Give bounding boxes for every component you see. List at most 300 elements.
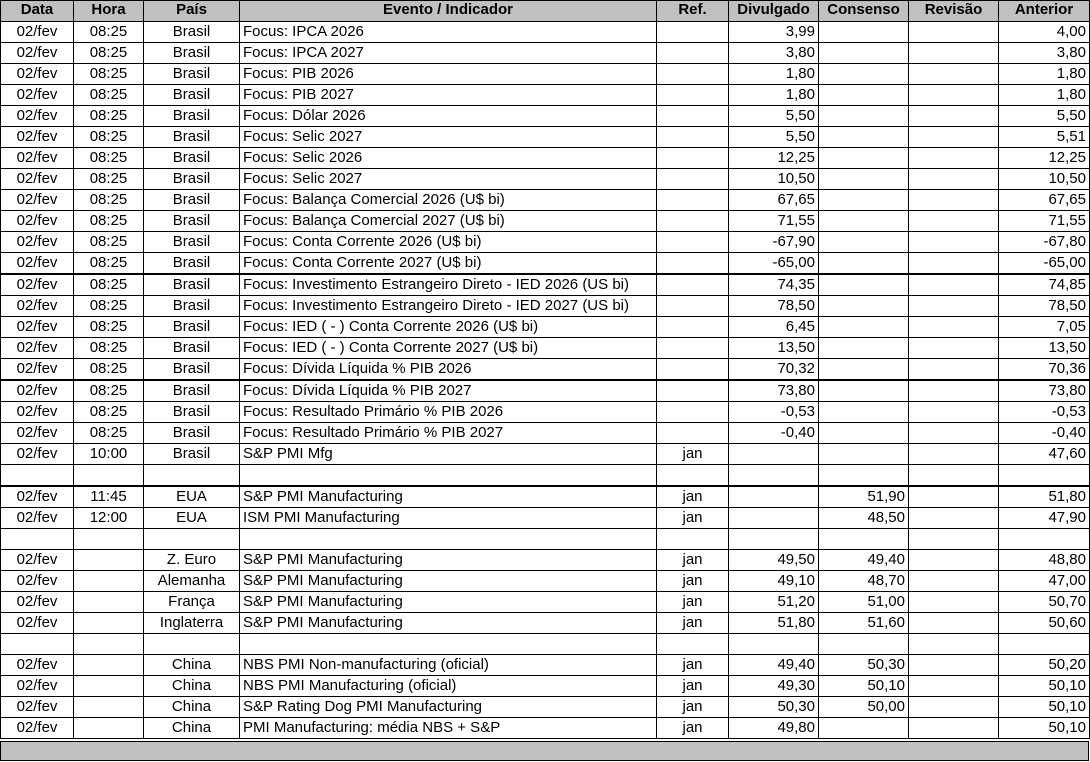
cell-divulgado[interactable]: -67,90: [729, 232, 819, 253]
cell-consenso[interactable]: [819, 211, 909, 232]
cell-evento[interactable]: S&P Rating Dog PMI Manufacturing: [240, 697, 657, 718]
cell-data[interactable]: 02/fev: [1, 211, 74, 232]
cell-hora[interactable]: [74, 613, 144, 634]
cell-evento[interactable]: Focus: Dívida Líquida % PIB 2027: [240, 380, 657, 402]
cell-anterior[interactable]: 47,90: [999, 508, 1090, 529]
cell-evento[interactable]: Focus: Investimento Estrangeiro Direto - IED 2026 (US bi): [240, 274, 657, 296]
cell-consenso[interactable]: [819, 317, 909, 338]
cell-ref[interactable]: jan: [657, 571, 729, 592]
cell-ref[interactable]: [657, 338, 729, 359]
cell-data[interactable]: 02/fev: [1, 317, 74, 338]
cell-revisao[interactable]: [909, 655, 999, 676]
cell-pais[interactable]: Brasil: [144, 106, 240, 127]
cell-evento[interactable]: Focus: IPCA 2027: [240, 43, 657, 64]
cell-hora[interactable]: 08:25: [74, 359, 144, 381]
cell-divulgado[interactable]: 73,80: [729, 380, 819, 402]
cell-consenso[interactable]: [819, 423, 909, 444]
cell-ref[interactable]: jan: [657, 592, 729, 613]
cell-revisao[interactable]: [909, 550, 999, 571]
cell-ref[interactable]: [657, 317, 729, 338]
cell-anterior[interactable]: 47,60: [999, 444, 1090, 465]
cell-hora[interactable]: 11:45: [74, 486, 144, 508]
cell-evento[interactable]: S&P PMI Manufacturing: [240, 571, 657, 592]
cell-hora[interactable]: 10:00: [74, 444, 144, 465]
cell-data[interactable]: 02/fev: [1, 508, 74, 529]
cell-consenso[interactable]: 51,00: [819, 592, 909, 613]
cell-pais[interactable]: Brasil: [144, 317, 240, 338]
cell-evento[interactable]: S&P PMI Manufacturing: [240, 486, 657, 508]
cell-anterior[interactable]: 50,10: [999, 676, 1090, 697]
cell-evento[interactable]: Focus: Conta Corrente 2026 (U$ bi): [240, 232, 657, 253]
cell-pais[interactable]: Brasil: [144, 338, 240, 359]
cell-evento[interactable]: Focus: Investimento Estrangeiro Direto - IED 2027 (US bi): [240, 296, 657, 317]
cell-consenso[interactable]: [819, 148, 909, 169]
cell-data[interactable]: [1, 529, 74, 550]
cell-anterior[interactable]: 5,51: [999, 127, 1090, 148]
cell-hora[interactable]: 08:25: [74, 423, 144, 444]
cell-ref[interactable]: [657, 232, 729, 253]
cell-revisao[interactable]: [909, 106, 999, 127]
cell-hora[interactable]: 08:25: [74, 253, 144, 275]
cell-divulgado[interactable]: [729, 444, 819, 465]
cell-hora[interactable]: 08:25: [74, 274, 144, 296]
cell-ref[interactable]: [657, 190, 729, 211]
cell-divulgado[interactable]: 70,32: [729, 359, 819, 381]
cell-evento[interactable]: Focus: IED ( - ) Conta Corrente 2027 (U$ bi): [240, 338, 657, 359]
cell-revisao[interactable]: [909, 571, 999, 592]
cell-pais[interactable]: China: [144, 697, 240, 718]
cell-pais[interactable]: Brasil: [144, 211, 240, 232]
cell-revisao[interactable]: [909, 253, 999, 275]
cell-data[interactable]: 02/fev: [1, 274, 74, 296]
cell-divulgado[interactable]: [729, 465, 819, 487]
cell-pais[interactable]: Brasil: [144, 274, 240, 296]
cell-revisao[interactable]: [909, 465, 999, 487]
cell-divulgado[interactable]: -0,53: [729, 402, 819, 423]
cell-pais[interactable]: Brasil: [144, 43, 240, 64]
cell-ref[interactable]: [657, 85, 729, 106]
cell-divulgado[interactable]: -0,40: [729, 423, 819, 444]
cell-evento[interactable]: Focus: Balança Comercial 2027 (U$ bi): [240, 211, 657, 232]
cell-revisao[interactable]: [909, 43, 999, 64]
cell-revisao[interactable]: [909, 613, 999, 634]
cell-pais[interactable]: França: [144, 592, 240, 613]
cell-anterior[interactable]: 50,10: [999, 697, 1090, 718]
cell-hora[interactable]: 08:25: [74, 402, 144, 423]
cell-revisao[interactable]: [909, 211, 999, 232]
cell-data[interactable]: 02/fev: [1, 380, 74, 402]
cell-pais[interactable]: [144, 465, 240, 487]
cell-ref[interactable]: [657, 127, 729, 148]
cell-divulgado[interactable]: 49,80: [729, 718, 819, 739]
cell-anterior[interactable]: 67,65: [999, 190, 1090, 211]
cell-revisao[interactable]: [909, 317, 999, 338]
cell-divulgado[interactable]: [729, 529, 819, 550]
cell-pais[interactable]: Brasil: [144, 444, 240, 465]
cell-hora[interactable]: 08:25: [74, 169, 144, 190]
cell-data[interactable]: 02/fev: [1, 253, 74, 275]
cell-hora[interactable]: [74, 634, 144, 655]
cell-divulgado[interactable]: 74,35: [729, 274, 819, 296]
cell-evento[interactable]: Focus: Dólar 2026: [240, 106, 657, 127]
cell-evento[interactable]: Focus: IPCA 2026: [240, 22, 657, 43]
cell-consenso[interactable]: [819, 338, 909, 359]
cell-hora[interactable]: 08:25: [74, 85, 144, 106]
cell-pais[interactable]: China: [144, 718, 240, 739]
cell-divulgado[interactable]: 50,30: [729, 697, 819, 718]
cell-data[interactable]: 02/fev: [1, 676, 74, 697]
cell-divulgado[interactable]: 13,50: [729, 338, 819, 359]
cell-anterior[interactable]: 50,60: [999, 613, 1090, 634]
cell-data[interactable]: 02/fev: [1, 359, 74, 381]
cell-hora[interactable]: 08:25: [74, 380, 144, 402]
cell-ref[interactable]: jan: [657, 697, 729, 718]
cell-consenso[interactable]: [819, 106, 909, 127]
cell-revisao[interactable]: [909, 697, 999, 718]
cell-data[interactable]: [1, 634, 74, 655]
cell-ref[interactable]: [657, 148, 729, 169]
cell-consenso[interactable]: [819, 253, 909, 275]
cell-pais[interactable]: China: [144, 655, 240, 676]
cell-evento[interactable]: [240, 634, 657, 655]
cell-divulgado[interactable]: [729, 508, 819, 529]
cell-evento[interactable]: Focus: Resultado Primário % PIB 2026: [240, 402, 657, 423]
cell-divulgado[interactable]: 5,50: [729, 127, 819, 148]
cell-evento[interactable]: [240, 465, 657, 487]
cell-ref[interactable]: jan: [657, 655, 729, 676]
cell-revisao[interactable]: [909, 296, 999, 317]
cell-ref[interactable]: jan: [657, 718, 729, 739]
cell-ref[interactable]: [657, 296, 729, 317]
cell-data[interactable]: 02/fev: [1, 592, 74, 613]
cell-data[interactable]: 02/fev: [1, 169, 74, 190]
cell-divulgado[interactable]: 49,10: [729, 571, 819, 592]
cell-consenso[interactable]: [819, 190, 909, 211]
cell-divulgado[interactable]: 49,40: [729, 655, 819, 676]
cell-divulgado[interactable]: 67,65: [729, 190, 819, 211]
cell-anterior[interactable]: 78,50: [999, 296, 1090, 317]
cell-hora[interactable]: 08:25: [74, 148, 144, 169]
cell-consenso[interactable]: 49,40: [819, 550, 909, 571]
cell-pais[interactable]: EUA: [144, 508, 240, 529]
cell-pais[interactable]: Brasil: [144, 190, 240, 211]
cell-evento[interactable]: PMI Manufacturing: média NBS + S&P: [240, 718, 657, 739]
cell-anterior[interactable]: 50,10: [999, 718, 1090, 739]
cell-revisao[interactable]: [909, 338, 999, 359]
cell-ref[interactable]: [657, 274, 729, 296]
cell-revisao[interactable]: [909, 402, 999, 423]
cell-ref[interactable]: [657, 529, 729, 550]
header-consenso[interactable]: Consenso: [819, 1, 909, 22]
cell-revisao[interactable]: [909, 64, 999, 85]
cell-evento[interactable]: ISM PMI Manufacturing: [240, 508, 657, 529]
cell-pais[interactable]: Alemanha: [144, 571, 240, 592]
cell-anterior[interactable]: 47,00: [999, 571, 1090, 592]
cell-ref[interactable]: [657, 380, 729, 402]
cell-data[interactable]: 02/fev: [1, 697, 74, 718]
cell-data[interactable]: 02/fev: [1, 338, 74, 359]
cell-revisao[interactable]: [909, 718, 999, 739]
cell-revisao[interactable]: [909, 423, 999, 444]
cell-data[interactable]: 02/fev: [1, 22, 74, 43]
cell-anterior[interactable]: 51,80: [999, 486, 1090, 508]
cell-revisao[interactable]: [909, 529, 999, 550]
cell-divulgado[interactable]: 49,30: [729, 676, 819, 697]
cell-evento[interactable]: Focus: Selic 2026: [240, 148, 657, 169]
cell-consenso[interactable]: [819, 43, 909, 64]
cell-consenso[interactable]: [819, 232, 909, 253]
cell-consenso[interactable]: 50,00: [819, 697, 909, 718]
cell-hora[interactable]: 08:25: [74, 296, 144, 317]
cell-anterior[interactable]: 5,50: [999, 106, 1090, 127]
cell-ref[interactable]: jan: [657, 486, 729, 508]
cell-anterior[interactable]: 10,50: [999, 169, 1090, 190]
cell-consenso[interactable]: 48,70: [819, 571, 909, 592]
cell-anterior[interactable]: 1,80: [999, 64, 1090, 85]
cell-revisao[interactable]: [909, 85, 999, 106]
cell-hora[interactable]: [74, 571, 144, 592]
cell-pais[interactable]: Brasil: [144, 423, 240, 444]
cell-revisao[interactable]: [909, 676, 999, 697]
header-pais[interactable]: País: [144, 1, 240, 22]
cell-revisao[interactable]: [909, 148, 999, 169]
cell-data[interactable]: 02/fev: [1, 423, 74, 444]
cell-data[interactable]: 02/fev: [1, 550, 74, 571]
cell-revisao[interactable]: [909, 169, 999, 190]
cell-evento[interactable]: S&P PMI Manufacturing: [240, 613, 657, 634]
cell-anterior[interactable]: 13,50: [999, 338, 1090, 359]
cell-anterior[interactable]: 48,80: [999, 550, 1090, 571]
cell-data[interactable]: [1, 465, 74, 487]
cell-consenso[interactable]: [819, 634, 909, 655]
cell-ref[interactable]: [657, 402, 729, 423]
cell-ref[interactable]: jan: [657, 613, 729, 634]
cell-anterior[interactable]: 50,20: [999, 655, 1090, 676]
cell-revisao[interactable]: [909, 444, 999, 465]
cell-pais[interactable]: China: [144, 676, 240, 697]
cell-revisao[interactable]: [909, 508, 999, 529]
cell-data[interactable]: 02/fev: [1, 190, 74, 211]
cell-data[interactable]: 02/fev: [1, 402, 74, 423]
cell-data[interactable]: 02/fev: [1, 43, 74, 64]
cell-anterior[interactable]: -67,80: [999, 232, 1090, 253]
cell-anterior[interactable]: 73,80: [999, 380, 1090, 402]
cell-data[interactable]: 02/fev: [1, 655, 74, 676]
cell-hora[interactable]: 08:25: [74, 317, 144, 338]
cell-ref[interactable]: jan: [657, 550, 729, 571]
cell-anterior[interactable]: [999, 465, 1090, 487]
cell-pais[interactable]: Brasil: [144, 253, 240, 275]
cell-revisao[interactable]: [909, 22, 999, 43]
cell-pais[interactable]: Brasil: [144, 64, 240, 85]
cell-hora[interactable]: [74, 592, 144, 613]
cell-hora[interactable]: 08:25: [74, 43, 144, 64]
cell-ref[interactable]: [657, 423, 729, 444]
cell-hora[interactable]: 08:25: [74, 127, 144, 148]
cell-divulgado[interactable]: 12,25: [729, 148, 819, 169]
cell-divulgado[interactable]: 10,50: [729, 169, 819, 190]
cell-evento[interactable]: Focus: Dívida Líquida % PIB 2026: [240, 359, 657, 381]
cell-data[interactable]: 02/fev: [1, 232, 74, 253]
cell-divulgado[interactable]: 6,45: [729, 317, 819, 338]
cell-anterior[interactable]: -0,40: [999, 423, 1090, 444]
cell-ref[interactable]: [657, 43, 729, 64]
cell-divulgado[interactable]: 51,20: [729, 592, 819, 613]
header-evento[interactable]: Evento / Indicador: [240, 1, 657, 22]
cell-data[interactable]: 02/fev: [1, 486, 74, 508]
cell-data[interactable]: 02/fev: [1, 296, 74, 317]
cell-anterior[interactable]: 7,05: [999, 317, 1090, 338]
cell-consenso[interactable]: 51,90: [819, 486, 909, 508]
cell-pais[interactable]: Inglaterra: [144, 613, 240, 634]
cell-consenso[interactable]: [819, 380, 909, 402]
cell-divulgado[interactable]: 1,80: [729, 85, 819, 106]
cell-divulgado[interactable]: 78,50: [729, 296, 819, 317]
cell-consenso[interactable]: [819, 465, 909, 487]
cell-pais[interactable]: Brasil: [144, 232, 240, 253]
cell-ref[interactable]: [657, 169, 729, 190]
cell-pais[interactable]: [144, 634, 240, 655]
cell-revisao[interactable]: [909, 127, 999, 148]
cell-hora[interactable]: 08:25: [74, 211, 144, 232]
cell-divulgado[interactable]: [729, 634, 819, 655]
cell-hora[interactable]: [74, 550, 144, 571]
cell-revisao[interactable]: [909, 592, 999, 613]
cell-revisao[interactable]: [909, 486, 999, 508]
cell-revisao[interactable]: [909, 380, 999, 402]
cell-anterior[interactable]: 74,85: [999, 274, 1090, 296]
cell-consenso[interactable]: [819, 169, 909, 190]
header-divulgado[interactable]: Divulgado: [729, 1, 819, 22]
cell-hora[interactable]: 08:25: [74, 22, 144, 43]
cell-pais[interactable]: EUA: [144, 486, 240, 508]
cell-evento[interactable]: S&P PMI Manufacturing: [240, 550, 657, 571]
cell-hora[interactable]: [74, 697, 144, 718]
cell-hora[interactable]: 12:00: [74, 508, 144, 529]
cell-consenso[interactable]: [819, 85, 909, 106]
cell-pais[interactable]: Brasil: [144, 359, 240, 381]
cell-pais[interactable]: Brasil: [144, 85, 240, 106]
cell-hora[interactable]: [74, 465, 144, 487]
cell-consenso[interactable]: [819, 274, 909, 296]
cell-anterior[interactable]: -65,00: [999, 253, 1090, 275]
cell-revisao[interactable]: [909, 232, 999, 253]
cell-pais[interactable]: Brasil: [144, 296, 240, 317]
cell-pais[interactable]: Brasil: [144, 169, 240, 190]
cell-ref[interactable]: [657, 211, 729, 232]
cell-divulgado[interactable]: 71,55: [729, 211, 819, 232]
cell-ref[interactable]: [657, 359, 729, 381]
cell-pais[interactable]: Brasil: [144, 148, 240, 169]
cell-consenso[interactable]: [819, 127, 909, 148]
cell-pais[interactable]: Brasil: [144, 380, 240, 402]
cell-anterior[interactable]: -0,53: [999, 402, 1090, 423]
cell-anterior[interactable]: [999, 634, 1090, 655]
cell-data[interactable]: 02/fev: [1, 127, 74, 148]
cell-consenso[interactable]: 50,10: [819, 676, 909, 697]
cell-data[interactable]: 02/fev: [1, 148, 74, 169]
cell-consenso[interactable]: 50,30: [819, 655, 909, 676]
cell-pais[interactable]: Brasil: [144, 402, 240, 423]
cell-hora[interactable]: [74, 529, 144, 550]
cell-hora[interactable]: 08:25: [74, 190, 144, 211]
cell-evento[interactable]: Focus: Balança Comercial 2026 (U$ bi): [240, 190, 657, 211]
cell-data[interactable]: 02/fev: [1, 571, 74, 592]
cell-pais[interactable]: Brasil: [144, 127, 240, 148]
cell-pais[interactable]: [144, 529, 240, 550]
cell-revisao[interactable]: [909, 359, 999, 381]
header-hora[interactable]: Hora: [74, 1, 144, 22]
cell-hora[interactable]: 08:25: [74, 232, 144, 253]
cell-ref[interactable]: [657, 64, 729, 85]
cell-hora[interactable]: 08:25: [74, 106, 144, 127]
cell-revisao[interactable]: [909, 190, 999, 211]
cell-anterior[interactable]: 50,70: [999, 592, 1090, 613]
cell-hora[interactable]: 08:25: [74, 64, 144, 85]
cell-evento[interactable]: Focus: PIB 2026: [240, 64, 657, 85]
cell-evento[interactable]: Focus: Selic 2027: [240, 169, 657, 190]
cell-anterior[interactable]: [999, 529, 1090, 550]
cell-data[interactable]: 02/fev: [1, 718, 74, 739]
cell-ref[interactable]: jan: [657, 444, 729, 465]
cell-hora[interactable]: [74, 676, 144, 697]
cell-ref[interactable]: jan: [657, 676, 729, 697]
cell-consenso[interactable]: [819, 444, 909, 465]
cell-consenso[interactable]: [819, 64, 909, 85]
cell-anterior[interactable]: 71,55: [999, 211, 1090, 232]
cell-divulgado[interactable]: 1,80: [729, 64, 819, 85]
cell-evento[interactable]: Focus: Selic 2027: [240, 127, 657, 148]
cell-data[interactable]: 02/fev: [1, 85, 74, 106]
cell-anterior[interactable]: 4,00: [999, 22, 1090, 43]
cell-evento[interactable]: S&P PMI Mfg: [240, 444, 657, 465]
cell-pais[interactable]: Z. Euro: [144, 550, 240, 571]
cell-divulgado[interactable]: 3,99: [729, 22, 819, 43]
cell-divulgado[interactable]: -65,00: [729, 253, 819, 275]
cell-evento[interactable]: Focus: Resultado Primário % PIB 2027: [240, 423, 657, 444]
cell-ref[interactable]: [657, 634, 729, 655]
cell-divulgado[interactable]: 49,50: [729, 550, 819, 571]
header-revisao[interactable]: Revisão: [909, 1, 999, 22]
cell-data[interactable]: 02/fev: [1, 64, 74, 85]
header-data[interactable]: Data: [1, 1, 74, 22]
cell-data[interactable]: 02/fev: [1, 444, 74, 465]
header-anterior[interactable]: Anterior: [999, 1, 1090, 22]
cell-hora[interactable]: 08:25: [74, 338, 144, 359]
cell-evento[interactable]: NBS PMI Non-manufacturing (oficial): [240, 655, 657, 676]
cell-data[interactable]: 02/fev: [1, 613, 74, 634]
cell-consenso[interactable]: [819, 296, 909, 317]
cell-data[interactable]: 02/fev: [1, 106, 74, 127]
cell-hora[interactable]: [74, 655, 144, 676]
cell-evento[interactable]: NBS PMI Manufacturing (oficial): [240, 676, 657, 697]
cell-consenso[interactable]: [819, 529, 909, 550]
cell-consenso[interactable]: 48,50: [819, 508, 909, 529]
cell-revisao[interactable]: [909, 274, 999, 296]
header-ref[interactable]: Ref.: [657, 1, 729, 22]
cell-anterior[interactable]: 3,80: [999, 43, 1090, 64]
cell-evento[interactable]: Focus: IED ( - ) Conta Corrente 2026 (U$ bi): [240, 317, 657, 338]
cell-evento[interactable]: Focus: PIB 2027: [240, 85, 657, 106]
cell-evento[interactable]: Focus: Conta Corrente 2027 (U$ bi): [240, 253, 657, 275]
cell-anterior[interactable]: 1,80: [999, 85, 1090, 106]
cell-revisao[interactable]: [909, 634, 999, 655]
cell-divulgado[interactable]: 5,50: [729, 106, 819, 127]
cell-consenso[interactable]: [819, 359, 909, 381]
cell-anterior[interactable]: 12,25: [999, 148, 1090, 169]
cell-consenso[interactable]: [819, 718, 909, 739]
cell-divulgado[interactable]: [729, 486, 819, 508]
